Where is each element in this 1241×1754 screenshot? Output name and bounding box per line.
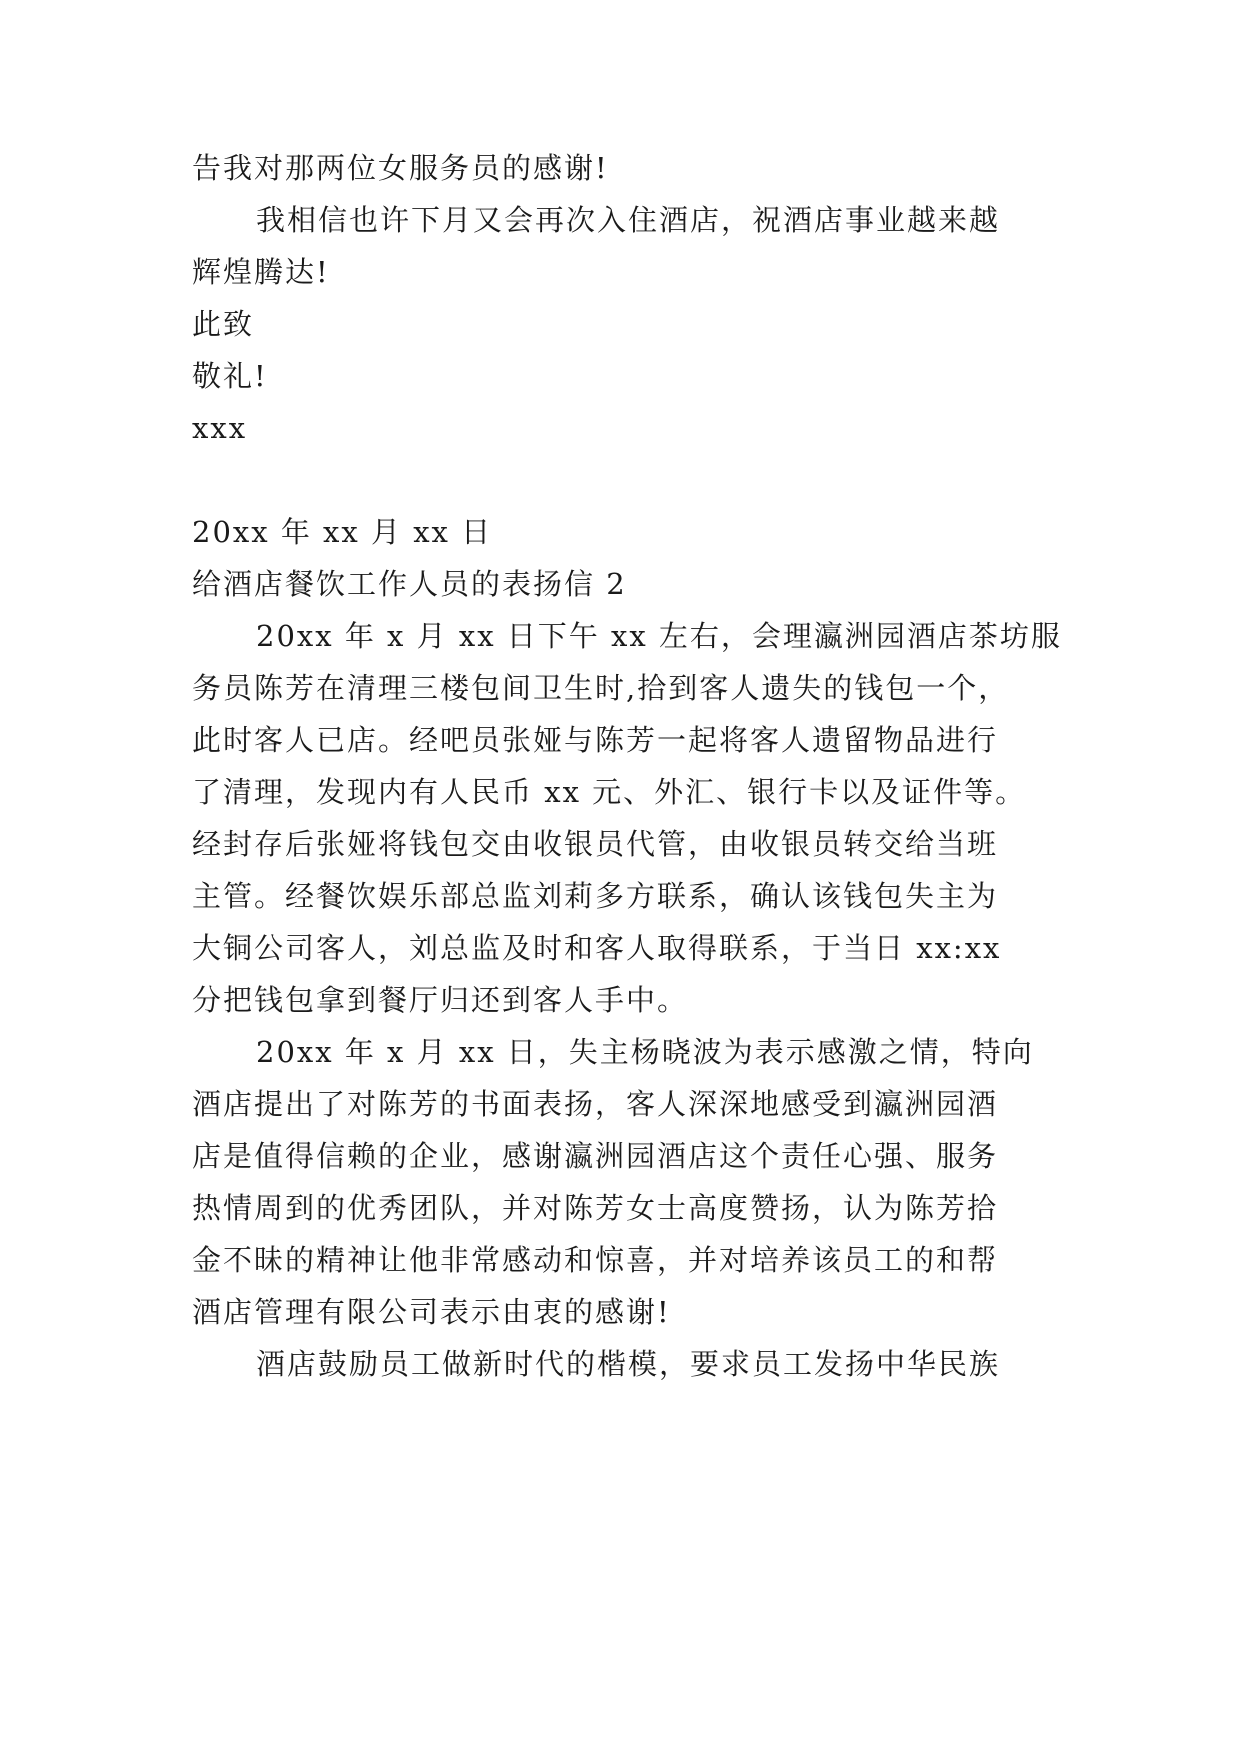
text-line: 酒店提出了对陈芳的书面表扬，客人深深地感受到瀛洲园酒 bbox=[192, 1087, 999, 1121]
text-line: 我相信也许下月又会再次入住酒店，祝酒店事业越来越 bbox=[256, 203, 1001, 237]
text-line: 酒店鼓励员工做新时代的楷模，要求员工发扬中华民族 bbox=[256, 1347, 1001, 1381]
text-line: 此时客人已店。经吧员张娅与陈芳一起将客人遗留物品进行 bbox=[192, 723, 999, 757]
date-line: 20xx 年 xx 月 xx 日 bbox=[192, 515, 493, 549]
text-line: 告我对那两位女服务员的感谢! bbox=[192, 151, 609, 185]
text-line: 店是值得信赖的企业，感谢瀛洲园酒店这个责任心强、服务 bbox=[192, 1139, 999, 1173]
signature: xxx bbox=[192, 411, 248, 445]
text-line: 金不昧的精神让他非常感动和惊喜，并对培养该员工的和帮 bbox=[192, 1243, 999, 1277]
text-line: 务员陈芳在清理三楼包间卫生时,拾到客人遗失的钱包一个， bbox=[192, 671, 1010, 705]
text-line: 20xx 年 x 月 xx 日下午 xx 左右，会理瀛洲园酒店茶坊服 bbox=[256, 619, 1062, 653]
text-line: 了清理，发现内有人民币 xx 元、外汇、银行卡以及证件等。 bbox=[192, 775, 1027, 809]
text-line: 经封存后张娅将钱包交由收银员代管，由收银员转交给当班 bbox=[192, 827, 999, 861]
text-line: 分把钱包拿到餐厅归还到客人手中。 bbox=[192, 983, 689, 1017]
salutation: 敬礼! bbox=[192, 359, 268, 393]
text-line: 20xx 年 x 月 xx 日，失主杨晓波为表示感激之情，特向 bbox=[256, 1035, 1034, 1069]
section-title: 给酒店餐饮工作人员的表扬信 2 bbox=[192, 567, 627, 601]
text-line: 主管。经餐饮娱乐部总监刘莉多方联系，确认该钱包失主为 bbox=[192, 879, 999, 913]
text-line: 酒店管理有限公司表示由衷的感谢! bbox=[192, 1295, 671, 1329]
closing-phrase: 此致 bbox=[192, 307, 255, 341]
text-line: 辉煌腾达! bbox=[192, 255, 330, 289]
text-line: 热情周到的优秀团队，并对陈芳女士高度赞扬，认为陈芳拾 bbox=[192, 1191, 999, 1225]
text-line: 大铜公司客人，刘总监及时和客人取得联系，于当日 xx:xx bbox=[192, 931, 1002, 965]
